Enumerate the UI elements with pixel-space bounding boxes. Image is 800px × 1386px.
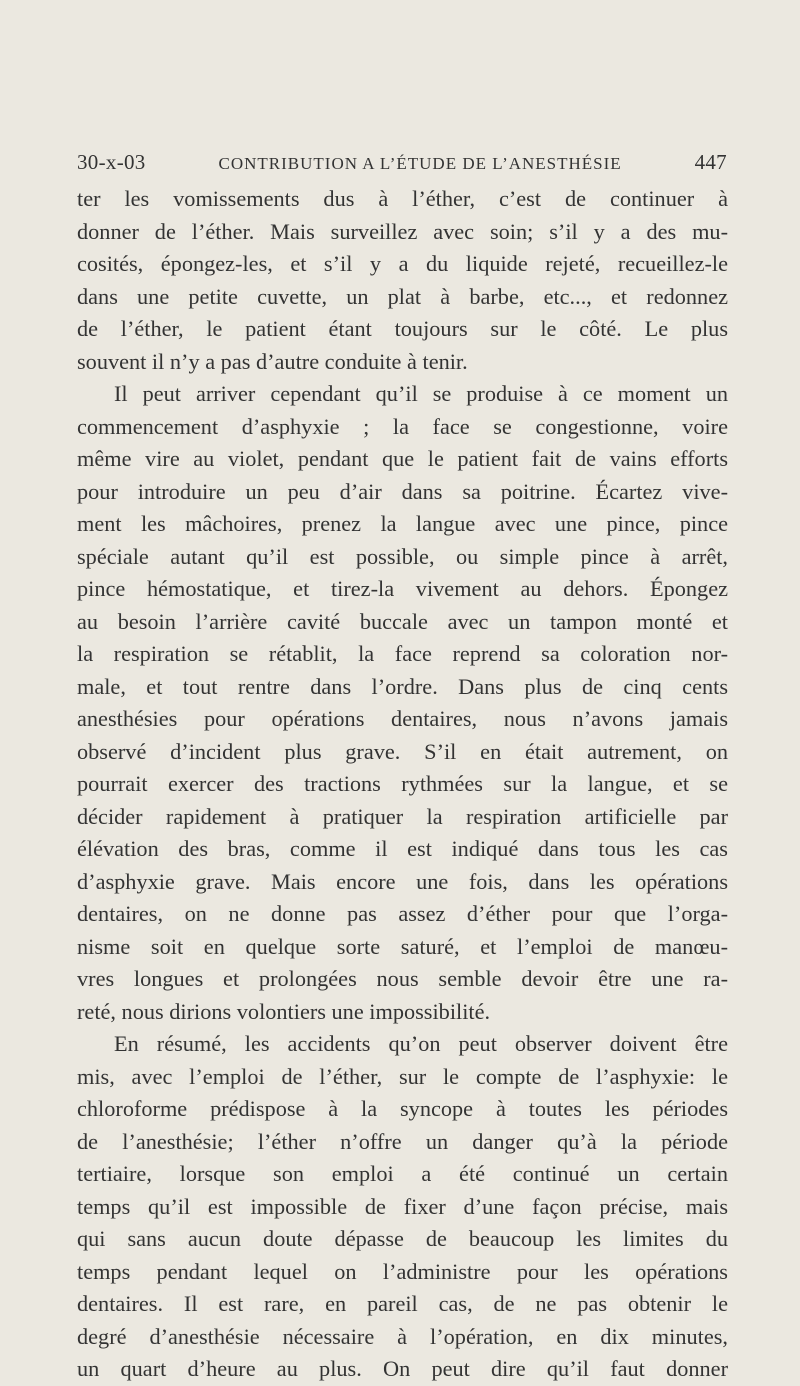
text-line: observé d’incident plus grave. S’il en était autrement, on <box>77 738 728 764</box>
text-line: décider rapidement à pratiquer la respiration artificielle par <box>77 803 728 829</box>
text-line: qui sans aucun doute dépasse de beaucoup les limites du <box>77 1226 728 1251</box>
text-line: d’asphyxie grave. Mais encore une fois, dans les opérations <box>77 868 728 894</box>
text-line: temps qu’il est impossible de fixer d’une façon précise, mais <box>77 1193 728 1219</box>
text-line: temps pendant lequel on l’administre pour les opérations <box>77 1258 728 1284</box>
text-line: vres longues et prolongées nous semble devoir être une ra- <box>77 966 728 991</box>
text-line: de l’éther, le patient étant toujours sur le côté. Le plus <box>77 316 728 341</box>
text-line: spéciale autant qu’il est possible, ou simple pince à arrêt, <box>77 543 728 569</box>
text-line: reté, nous dirions volontiers une impossibilité. <box>77 998 491 1024</box>
text-line: même vire au violet, pendant que le patient fait de vains efforts <box>77 446 728 471</box>
text-line: cosités, épongez-les, et s’il y a du liquide rejeté, recueillez-le <box>77 251 728 276</box>
text-line: souvent il n’y a pas d’autre conduite à tenir. <box>77 348 468 374</box>
text-line: pourrait exercer des tractions rythmées sur la langue, et se <box>77 771 728 796</box>
text-line: ment les mâchoires, prenez la langue avec une pince, pince <box>77 511 728 536</box>
text-line: dentaires, on ne donne pas assez d’éther pour que l’orga- <box>77 901 728 926</box>
body-text <box>77 183 728 1386</box>
text-line: anesthésies pour opérations dentaires, nous n’avons jamais <box>77 706 728 731</box>
text-line: dentaires. Il est rare, en pareil cas, de ne pas obtenir le <box>77 1291 728 1316</box>
text-line: mis, avec l’emploi de l’éther, sur le compte de l’asphyxie: le <box>77 1063 728 1089</box>
text-line: pour introduire un peu d’air dans sa poitrine. Écartez vive- <box>77 478 728 504</box>
text-line: commencement d’asphyxie ; la face se congestionne, voire <box>77 413 728 439</box>
header-title: CONTRIBUTION A L’ÉTUDE DE L’ANESTHÉSIE <box>218 154 622 173</box>
text-line: male, et tout rentre dans l’ordre. Dans plus de cinq cents <box>77 673 728 699</box>
text-line: degré d’anesthésie nécessaire à l’opération, en dix minutes, <box>77 1323 728 1349</box>
text-line: tertiaire, lorsque son emploi a été continué un certain <box>77 1161 728 1186</box>
text-line: pince hémostatique, et tirez-la vivement au dehors. Épongez <box>77 576 728 601</box>
text-line: Il peut arriver cependant qu’il se produise à ce moment un <box>114 381 728 406</box>
text-line: au besoin l’arrière cavité buccale avec un tampon monté et <box>77 608 728 634</box>
text-line: donner de l’éther. Mais surveillez avec soin; s’il y a des mu- <box>77 218 728 244</box>
text-line: En résumé, les accidents qu’on peut observer doivent être <box>114 1031 728 1056</box>
text-line: un quart d’heure au plus. On peut dire qu’il faut donner <box>77 1356 728 1381</box>
text-line: de l’anesthésie; l’éther n’offre un danger qu’à la période <box>77 1128 728 1154</box>
text-line: la respiration se rétablit, la face reprend sa coloration nor- <box>77 641 728 666</box>
text-line: élévation des bras, comme il est indiqué dans tous les cas <box>77 836 728 861</box>
text-line: dans une petite cuvette, un plat à barbe, etc..., et redonnez <box>77 283 728 309</box>
text-line: ter les vomissements dus à l’éther, c’est de continuer à <box>77 186 728 211</box>
text-line: nisme soit en quelque sorte saturé, et l’emploi de manœu- <box>77 933 728 959</box>
running-head <box>77 150 727 175</box>
text-line: chloroforme prédispose à la syncope à toutes les périodes <box>77 1096 728 1121</box>
header-date: 30-x-03 <box>77 150 146 174</box>
page-number: 447 <box>694 150 727 174</box>
